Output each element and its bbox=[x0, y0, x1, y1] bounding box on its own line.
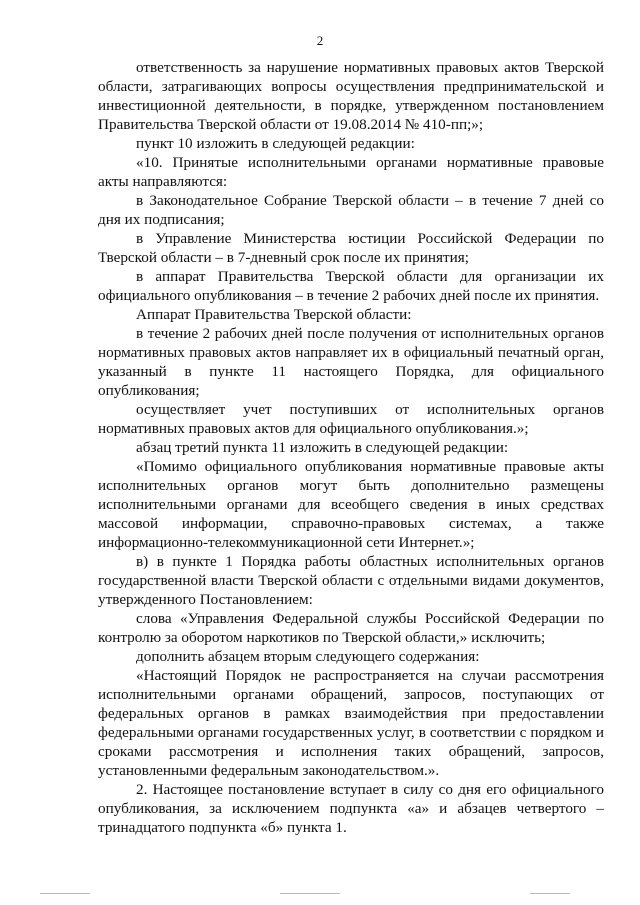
paragraph: ответственность за нарушение нормативных правовых актов Тверской области, затрагивающих вопросы осуществления предпринимательской и инвестиционной деятельности, в порядке, утвержденном постановлением Правительства Тверской области от 19.08.2014 № 410-пп;»; bbox=[98, 59, 604, 133]
scan-mark bbox=[280, 893, 340, 894]
paragraph: в течение 2 рабочих дней после получения от исполнительных органов нормативных правовых актов направляет их в официальный печатный орган, указанный в пункте 11 настоящего Порядка, для официального опубликования; bbox=[98, 325, 604, 399]
paragraph: осуществляет учет поступивших от исполнительных органов нормативных правовых актов для официального опубликования.»; bbox=[98, 401, 604, 437]
paragraph: «Помимо официального опубликования нормативные правовые акты исполнительных органов могут быть дополнительно размещены исполнительными органами для всеобщего сведения в иных средствах массовой информации, справочно-правовых системах, а также информационно-телекоммуникационной сети Интернет.»; bbox=[98, 458, 604, 551]
paragraph: Аппарат Правительства Тверской области: bbox=[136, 306, 412, 323]
paragraph: «10. Принятые исполнительными органами нормативные правовые акты направляются: bbox=[98, 154, 604, 190]
paragraph: в Законодательное Собрание Тверской области – в течение 7 дней со дня их подписания; bbox=[98, 192, 604, 228]
scan-mark bbox=[40, 893, 90, 894]
paragraph: «Настоящий Порядок не распространяется на случаи рассмотрения исполнительными органами обращений, запросов, поступающих от федеральных органов в рамках взаимодействия при предоставлении федеральными органами государственных услуг, в соответствии с порядком и сроками рассмотрения и исполнения таких обращений, запросов, установленными федеральным законодательством.». bbox=[98, 667, 604, 779]
paragraph: в) в пункте 1 Порядка работы областных исполнительных органов государственной власти Тверской области с отдельными видами документов, утвержденного Постановлением: bbox=[98, 553, 604, 608]
paragraph: в аппарат Правительства Тверской области для организации их официального опубликования – в течение 2 рабочих дней после их принятия. bbox=[98, 268, 604, 304]
paragraph: дополнить абзацем вторым следующего содержания: bbox=[136, 648, 480, 665]
paragraph: пункт 10 изложить в следующей редакции: bbox=[136, 135, 415, 152]
scan-mark bbox=[530, 893, 570, 894]
paragraph: абзац третий пункта 11 изложить в следующей редакции: bbox=[136, 439, 509, 456]
document-body bbox=[98, 58, 604, 837]
paragraph: слова «Управления Федеральной службы Российской Федерации по контролю за оборотом наркотиков по Тверской области,» исключить; bbox=[98, 610, 604, 646]
paragraph: 2. Настоящее постановление вступает в силу со дня его официального опубликования, за исключением подпункта «а» и абзацев четвертого – тринадцатого подпункта «б» пункта 1. bbox=[98, 781, 604, 836]
page-number: 2 bbox=[316, 33, 324, 48]
paragraph: в Управление Министерства юстиции Российской Федерации по Тверской области – в 7-дневный срок после их принятия; bbox=[98, 230, 604, 266]
